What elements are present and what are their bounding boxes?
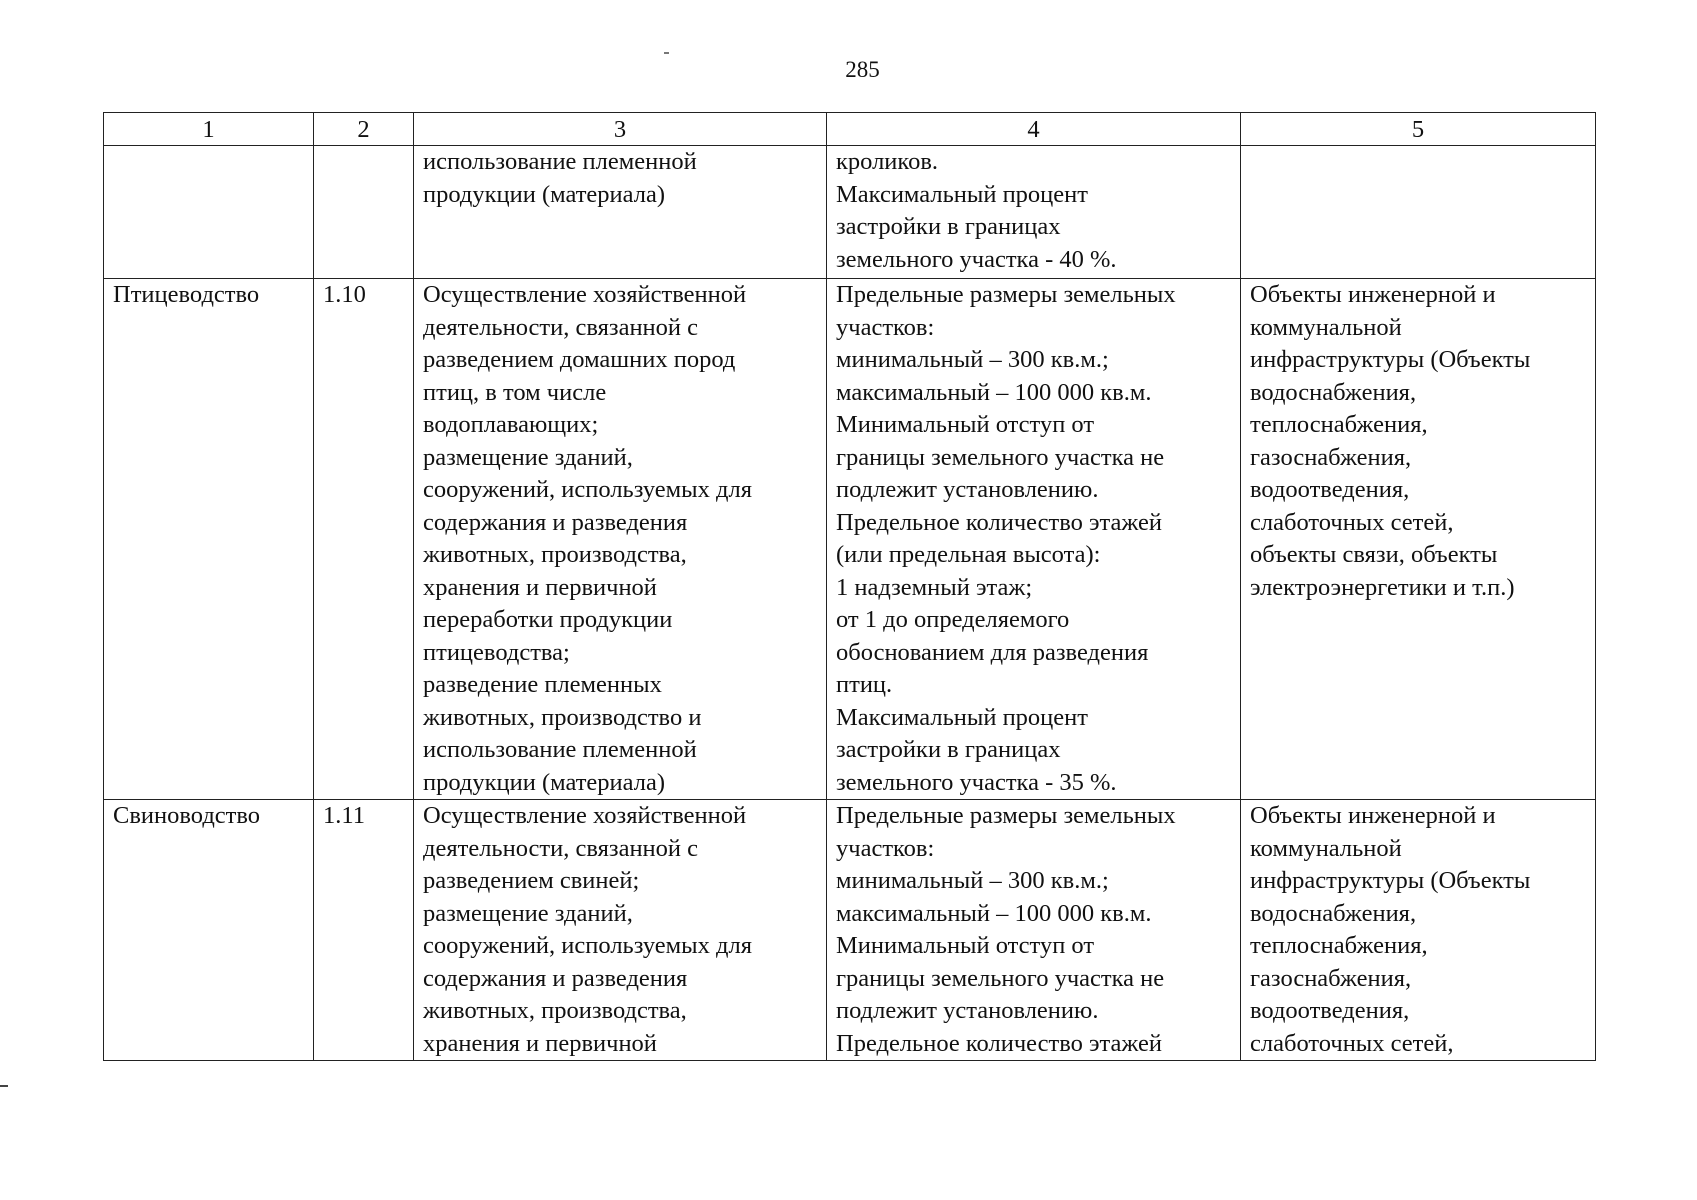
cell-text-line: границы земельного участка не (836, 964, 1165, 992)
cell-text-line: содержания и разведения (423, 508, 688, 536)
cell-text-line: максимальный – 100 000 кв.м. (836, 899, 1152, 927)
infrastructure-cell (1241, 279, 1596, 800)
table-row (104, 800, 1596, 1061)
description-cell (414, 146, 827, 279)
cell-text-line: хранения и первичной (423, 573, 657, 601)
activity-code-cell (314, 146, 414, 279)
cell-text-line: обоснованием для разведения (836, 638, 1149, 666)
cell-text-line: водоплавающих; (423, 411, 599, 438)
cell-text-line: от 1 до определяемого (836, 606, 1070, 633)
cell-text-line: содержания и разведения (423, 964, 688, 992)
cell-text-line: минимальный – 300 кв.м.; (836, 346, 1109, 373)
activity-name-cell: Свиноводство (104, 800, 314, 1061)
cell-text-line: инфраструктуры (Объекты (1250, 346, 1531, 373)
infrastructure-cell (1241, 800, 1596, 1061)
cell-text-line: подлежит установлению. (836, 476, 1099, 503)
activity-code-cell: 1.10 (314, 279, 414, 800)
cell-text-line: электроэнергетики и т.п.) (1250, 573, 1515, 601)
cell-text-line: теплоснабжения, (1250, 932, 1428, 959)
cell-text-line: птиц. (836, 671, 893, 698)
cell-text-line: слаботочных сетей, (1250, 1029, 1454, 1057)
cell-text-line: (или предельная высота): (836, 541, 1101, 568)
cell-text-line: разведением свиней; (423, 867, 640, 894)
cell-text-line: Минимальный отступ от (836, 932, 1095, 959)
cell-text-line: газоснабжения, (1250, 964, 1412, 992)
cell-text-line: коммунальной (1250, 834, 1402, 862)
cell-text-line: участков: (836, 313, 935, 341)
cell-text-line: птиц, в том числе (423, 378, 607, 406)
parameters-cell (827, 279, 1241, 800)
cell-text-line: водоснабжения, (1250, 378, 1417, 406)
cell-text-line: застройки в границах (836, 213, 1061, 240)
column-header: 3 (414, 113, 827, 146)
cell-text-line: размещение зданий, (423, 899, 633, 927)
cell-text-line: участков: (836, 834, 935, 862)
cell-text-line: Объекты инженерной и (1250, 802, 1496, 829)
cell-text-line: минимальный – 300 кв.м.; (836, 867, 1109, 894)
cell-text-line: застройки в границах (836, 736, 1061, 763)
cell-text-line: земельного участка - 40 %. (836, 245, 1117, 273)
cell-text-line: максимальный – 100 000 кв.м. (836, 378, 1152, 406)
page-number-text: 285 (845, 57, 880, 82)
column-header: 2 (314, 113, 414, 146)
cell-text-line: водоснабжения, (1250, 899, 1417, 927)
cell-text-line: земельного участка - 35 %. (836, 768, 1117, 796)
column-header: 5 (1241, 113, 1596, 146)
cell-text-line: Максимальный процент (836, 703, 1088, 731)
cell-text-line: разведением домашних пород (423, 346, 736, 373)
regulations-table (103, 112, 1596, 1061)
cell-text-line: разведение племенных (423, 671, 662, 698)
description-cell (414, 279, 827, 800)
column-header: 1 (104, 113, 314, 146)
cell-text-line: сооружений, используемых для (423, 476, 752, 503)
cell-text-line: переработки продукции (423, 606, 673, 633)
cell-text-line: сооружений, используемых для (423, 932, 752, 959)
cell-text-line: инфраструктуры (Объекты (1250, 867, 1531, 894)
description-cell (414, 800, 827, 1061)
cell-text-line: использование племенной (423, 148, 697, 175)
cell-text-line: Предельные размеры земельных (836, 281, 1176, 308)
cell-text-line: 1 надземный этаж; (836, 573, 1033, 601)
cell-text-line: Осуществление хозяйственной (423, 281, 747, 308)
cell-text-line: подлежит установлению. (836, 997, 1099, 1024)
activity-code-cell: 1.11 (314, 800, 414, 1061)
scan-artifact-mark (0, 1085, 8, 1087)
cell-text-line: размещение зданий, (423, 443, 633, 471)
cell-text-line: Минимальный отступ от (836, 411, 1095, 438)
cell-text-line: Предельные размеры земельных (836, 802, 1176, 829)
cell-text-line: хранения и первичной (423, 1029, 657, 1057)
table-row (104, 146, 1596, 279)
cell-text-line: Объекты инженерной и (1250, 281, 1496, 308)
cell-text-line: газоснабжения, (1250, 443, 1412, 471)
parameters-cell (827, 800, 1241, 1061)
cell-text-line: слаботочных сетей, (1250, 508, 1454, 536)
cell-text-line: продукции (материала) (423, 180, 666, 208)
activity-name-cell (104, 146, 314, 279)
column-header: 4 (827, 113, 1241, 146)
cell-text-line: объекты связи, объекты (1250, 541, 1498, 568)
cell-text-line: животных, производства, (423, 997, 687, 1024)
activity-name-cell: Птицеводство (104, 279, 314, 800)
table-header-row (104, 113, 1596, 146)
page-number (0, 56, 1697, 84)
cell-text-line: животных, производства, (423, 541, 687, 568)
cell-text-line: животных, производство и (423, 703, 702, 731)
cell-text-line: водоотведения, (1250, 997, 1410, 1024)
cell-text-line: Максимальный процент (836, 180, 1088, 208)
cell-text-line: деятельности, связанной с (423, 313, 699, 341)
cell-text-line: водоотведения, (1250, 476, 1410, 503)
infrastructure-cell (1241, 146, 1596, 279)
cell-text-line: теплоснабжения, (1250, 411, 1428, 438)
cell-text-line: Предельное количество этажей (836, 508, 1162, 536)
cell-text-line: границы земельного участка не (836, 443, 1165, 471)
table-row (104, 279, 1596, 800)
cell-text-line: коммунальной (1250, 313, 1402, 341)
cell-text-line: использование племенной (423, 736, 697, 763)
cell-text-line: продукции (материала) (423, 768, 666, 796)
cell-text-line: птицеводства; (423, 638, 570, 666)
scan-artifact-mark (664, 52, 669, 54)
cell-text-line: кроликов. (836, 148, 939, 175)
parameters-cell (827, 146, 1241, 279)
cell-text-line: Осуществление хозяйственной (423, 802, 747, 829)
cell-text-line: деятельности, связанной с (423, 834, 699, 862)
cell-text-line: Предельное количество этажей (836, 1029, 1162, 1057)
